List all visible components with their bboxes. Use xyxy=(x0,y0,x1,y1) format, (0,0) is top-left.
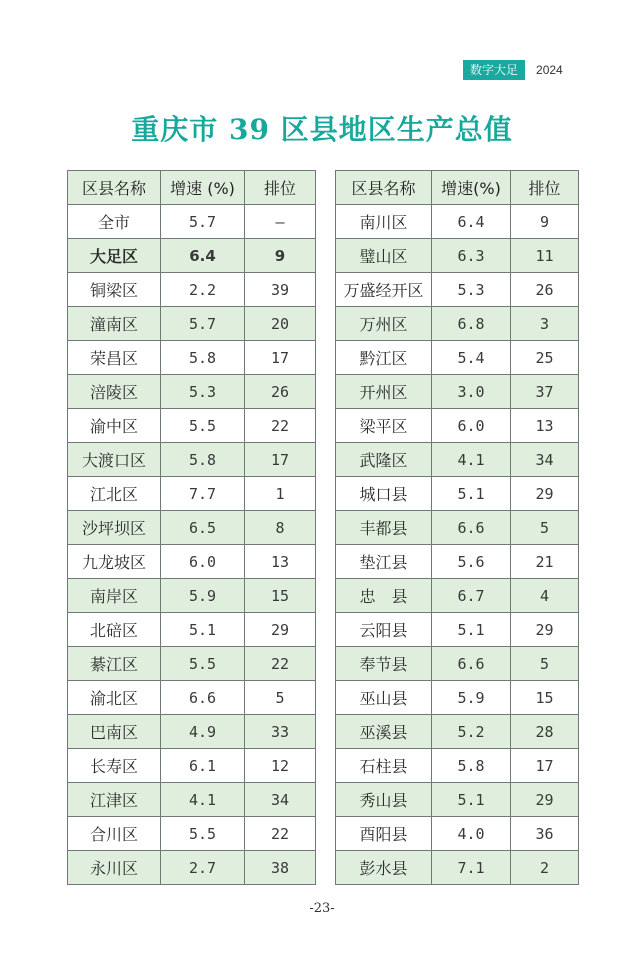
growth-rate-cell: 5.2 xyxy=(432,715,511,749)
growth-rate-cell: 5.6 xyxy=(432,545,511,579)
growth-rate-cell: 5.7 xyxy=(161,205,245,239)
rank-cell: 26 xyxy=(245,375,316,409)
rank-cell: 5 xyxy=(511,647,579,681)
region-name-cell: 綦江区 xyxy=(68,647,161,681)
region-name-cell: 永川区 xyxy=(68,851,161,885)
growth-rate-cell: 4.1 xyxy=(161,783,245,817)
growth-rate-cell: 5.9 xyxy=(161,579,245,613)
header-rate: 增速 (%) xyxy=(161,171,245,205)
region-name-cell: 开州区 xyxy=(336,375,432,409)
region-name-cell: 巫溪县 xyxy=(336,715,432,749)
region-name-cell: 沙坪坝区 xyxy=(68,511,161,545)
table-row xyxy=(336,239,579,273)
region-name-cell: 潼南区 xyxy=(68,307,161,341)
region-name-cell: 巴南区 xyxy=(68,715,161,749)
rank-cell: 17 xyxy=(245,443,316,477)
growth-rate-cell: 6.3 xyxy=(432,239,511,273)
table-row xyxy=(336,579,579,613)
growth-rate-cell: 6.8 xyxy=(432,307,511,341)
table-row xyxy=(336,715,579,749)
region-name-cell: 九龙坡区 xyxy=(68,545,161,579)
rank-cell: 39 xyxy=(245,273,316,307)
rank-cell: 12 xyxy=(245,749,316,783)
table-row xyxy=(336,477,579,511)
rank-cell: 38 xyxy=(245,851,316,885)
growth-rate-cell: 6.6 xyxy=(161,681,245,715)
table-row xyxy=(336,205,579,239)
rank-cell: 5 xyxy=(245,681,316,715)
rank-cell: 29 xyxy=(511,783,579,817)
rank-cell: 1 xyxy=(245,477,316,511)
region-name-cell: 石柱县 xyxy=(336,749,432,783)
rank-cell: 22 xyxy=(245,409,316,443)
table-row xyxy=(68,341,316,375)
rank-cell: 4 xyxy=(511,579,579,613)
region-name-cell: 丰都县 xyxy=(336,511,432,545)
rank-cell: 3 xyxy=(511,307,579,341)
growth-rate-cell: 7.7 xyxy=(161,477,245,511)
table-row xyxy=(336,613,579,647)
table-row xyxy=(68,715,316,749)
growth-rate-cell: 7.1 xyxy=(432,851,511,885)
table-row xyxy=(336,273,579,307)
region-name-cell: 合川区 xyxy=(68,817,161,851)
rank-cell: 25 xyxy=(511,341,579,375)
region-name-cell: 北碚区 xyxy=(68,613,161,647)
region-name-cell: 垫江县 xyxy=(336,545,432,579)
table-row xyxy=(336,443,579,477)
rank-cell: 33 xyxy=(245,715,316,749)
region-name-cell: 城口县 xyxy=(336,477,432,511)
growth-rate-cell: 6.0 xyxy=(161,545,245,579)
growth-rate-cell: 6.5 xyxy=(161,511,245,545)
table-row xyxy=(68,647,316,681)
region-name-cell: 大渡口区 xyxy=(68,443,161,477)
rank-cell: 34 xyxy=(511,443,579,477)
rank-cell: 21 xyxy=(511,545,579,579)
rank-cell: 13 xyxy=(245,545,316,579)
table-row xyxy=(68,273,316,307)
table-row xyxy=(336,307,579,341)
table-row xyxy=(336,681,579,715)
table-row xyxy=(336,375,579,409)
rank-cell: 29 xyxy=(511,613,579,647)
rank-cell: 8 xyxy=(245,511,316,545)
rank-cell: 15 xyxy=(511,681,579,715)
region-name-cell: 武隆区 xyxy=(336,443,432,477)
table-row xyxy=(68,443,316,477)
growth-rate-cell: 4.9 xyxy=(161,715,245,749)
region-name-cell: 长寿区 xyxy=(68,749,161,783)
growth-rate-cell: 3.0 xyxy=(432,375,511,409)
growth-rate-cell: 5.8 xyxy=(161,341,245,375)
growth-rate-cell: 5.3 xyxy=(161,375,245,409)
growth-rate-cell: 5.3 xyxy=(432,273,511,307)
region-name-cell: 万盛经开区 xyxy=(336,273,432,307)
growth-rate-cell: 6.4 xyxy=(432,205,511,239)
table-header-row xyxy=(68,171,316,205)
region-name-cell: 梁平区 xyxy=(336,409,432,443)
growth-rate-cell: 6.7 xyxy=(432,579,511,613)
growth-rate-cell: 6.6 xyxy=(432,511,511,545)
region-name-cell: 忠 县 xyxy=(336,579,432,613)
region-name-cell: 荣昌区 xyxy=(68,341,161,375)
growth-rate-cell: 2.7 xyxy=(161,851,245,885)
header-rank: 排位 xyxy=(511,171,579,205)
growth-rate-cell: 4.1 xyxy=(432,443,511,477)
table-row xyxy=(336,511,579,545)
table-row xyxy=(336,783,579,817)
section-badge: 数字大足 xyxy=(463,60,525,80)
growth-rate-cell: 6.0 xyxy=(432,409,511,443)
table-row xyxy=(336,545,579,579)
rank-cell: 17 xyxy=(245,341,316,375)
page-title: 重庆市 39 区县地区生产总值 xyxy=(131,113,513,146)
growth-rate-cell: 5.5 xyxy=(161,817,245,851)
table-row xyxy=(68,477,316,511)
table-row xyxy=(68,783,316,817)
growth-rate-cell: 5.5 xyxy=(161,647,245,681)
growth-rate-cell: 6.4 xyxy=(161,239,245,273)
table-row xyxy=(336,749,579,783)
page-header xyxy=(463,60,563,80)
rank-cell: 22 xyxy=(245,817,316,851)
region-name-cell: 万州区 xyxy=(336,307,432,341)
growth-rate-cell: 5.1 xyxy=(161,613,245,647)
rank-cell: 20 xyxy=(245,307,316,341)
rank-cell: 36 xyxy=(511,817,579,851)
growth-rate-cell: 6.6 xyxy=(432,647,511,681)
right-data-table xyxy=(335,170,579,885)
region-name-cell: 南岸区 xyxy=(68,579,161,613)
table-row xyxy=(68,205,316,239)
table-row xyxy=(336,647,579,681)
region-name-cell: 巫山县 xyxy=(336,681,432,715)
rank-cell: 13 xyxy=(511,409,579,443)
region-name-cell: 渝中区 xyxy=(68,409,161,443)
region-name-cell: 大足区 xyxy=(68,239,161,273)
table-row xyxy=(68,749,316,783)
header-name: 区县名称 xyxy=(68,171,161,205)
table-row xyxy=(336,817,579,851)
rank-cell: 15 xyxy=(245,579,316,613)
growth-rate-cell: 5.4 xyxy=(432,341,511,375)
table-row xyxy=(336,409,579,443)
region-name-cell: 铜梁区 xyxy=(68,273,161,307)
left-data-table xyxy=(67,170,316,885)
table-row xyxy=(68,307,316,341)
header-rank: 排位 xyxy=(245,171,316,205)
table-row xyxy=(336,341,579,375)
region-name-cell: 渝北区 xyxy=(68,681,161,715)
growth-rate-cell: 5.9 xyxy=(432,681,511,715)
region-name-cell: 奉节县 xyxy=(336,647,432,681)
rank-cell: 26 xyxy=(511,273,579,307)
table-row xyxy=(68,851,316,885)
header-name: 区县名称 xyxy=(336,171,432,205)
growth-rate-cell: 4.0 xyxy=(432,817,511,851)
rank-cell: 11 xyxy=(511,239,579,273)
region-name-cell: 江北区 xyxy=(68,477,161,511)
growth-rate-cell: 5.8 xyxy=(432,749,511,783)
region-name-cell: 璧山区 xyxy=(336,239,432,273)
table-row xyxy=(68,375,316,409)
growth-rate-cell: 5.5 xyxy=(161,409,245,443)
header-rate: 增速(%) xyxy=(432,171,511,205)
rank-cell: 37 xyxy=(511,375,579,409)
table-row xyxy=(68,239,316,273)
year-label: 2024 xyxy=(536,63,563,77)
growth-rate-cell: 5.1 xyxy=(432,783,511,817)
rank-cell: 29 xyxy=(511,477,579,511)
table-row xyxy=(68,613,316,647)
rank-cell: 5 xyxy=(511,511,579,545)
region-name-cell: 秀山县 xyxy=(336,783,432,817)
region-name-cell: 江津区 xyxy=(68,783,161,817)
region-name-cell: 全市 xyxy=(68,205,161,239)
table-row xyxy=(68,409,316,443)
region-name-cell: 彭水县 xyxy=(336,851,432,885)
table-row xyxy=(68,579,316,613)
page-number: -23- xyxy=(309,901,335,916)
region-name-cell: 酉阳县 xyxy=(336,817,432,851)
growth-rate-cell: 5.8 xyxy=(161,443,245,477)
rank-cell: — xyxy=(245,205,316,239)
growth-rate-cell: 5.1 xyxy=(432,477,511,511)
table-row xyxy=(68,681,316,715)
table-row xyxy=(336,851,579,885)
table-row xyxy=(68,545,316,579)
rank-cell: 22 xyxy=(245,647,316,681)
table-header-row xyxy=(336,171,579,205)
rank-cell: 29 xyxy=(245,613,316,647)
region-name-cell: 涪陵区 xyxy=(68,375,161,409)
table-row xyxy=(68,511,316,545)
growth-rate-cell: 6.1 xyxy=(161,749,245,783)
growth-rate-cell: 2.2 xyxy=(161,273,245,307)
rank-cell: 2 xyxy=(511,851,579,885)
table-row xyxy=(68,817,316,851)
rank-cell: 34 xyxy=(245,783,316,817)
rank-cell: 28 xyxy=(511,715,579,749)
rank-cell: 17 xyxy=(511,749,579,783)
rank-cell: 9 xyxy=(245,239,316,273)
growth-rate-cell: 5.7 xyxy=(161,307,245,341)
region-name-cell: 云阳县 xyxy=(336,613,432,647)
region-name-cell: 南川区 xyxy=(336,205,432,239)
growth-rate-cell: 5.1 xyxy=(432,613,511,647)
region-name-cell: 黔江区 xyxy=(336,341,432,375)
rank-cell: 9 xyxy=(511,205,579,239)
